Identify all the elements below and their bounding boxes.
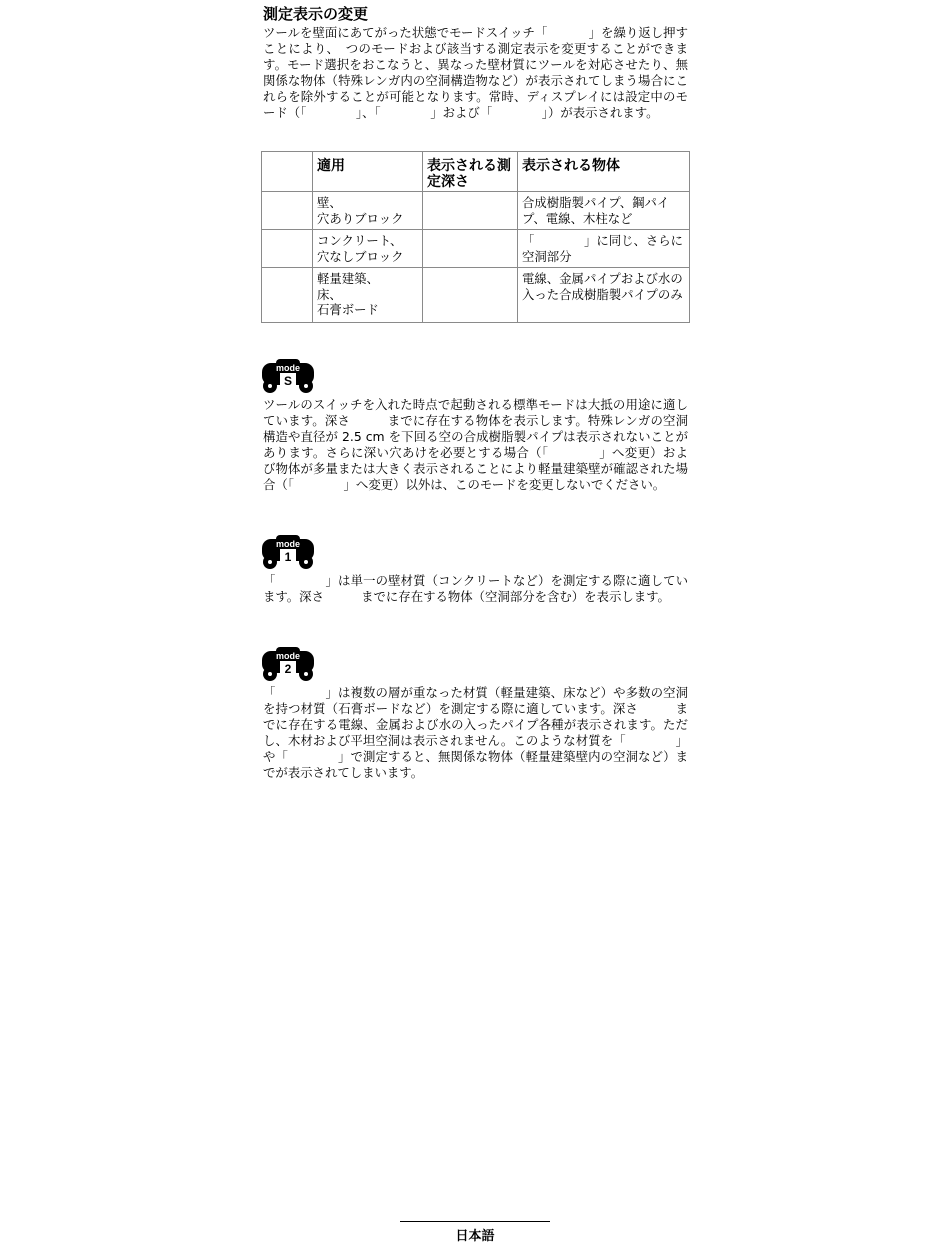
mode-s-icon: [262, 359, 314, 394]
table-row: [262, 268, 690, 323]
table-header-depth: 表示される測定深さ: [423, 152, 518, 192]
table-header-application: 適用: [313, 152, 423, 192]
badge-word: mode: [275, 539, 301, 549]
intro-paragraph: ツールを壁面にあてがった状態でモードスイッチ「 」を繰り返し押すことにより、 つのモードおよび該当する測定表示を変更することができます。モード選択をおこなうと、異なった壁材質にツールを対応させたり、無関係な物体（特殊レンガ内の空洞構造物など）が表示されてしまう場合にこれらを除外することが可能となります。常時、ディスプレイには設定中のモード（「 」、「 」および「 」）が表示されます。: [263, 25, 688, 120]
table-header-row: [262, 152, 690, 192]
badge-symbol: 2: [284, 662, 292, 676]
table-header-objects: 表示される物体: [518, 152, 690, 192]
badge-word: mode: [275, 363, 301, 373]
mode-s-paragraph: ツールのスイッチを入れた時点で起動される標準モードは大抵の用途に適しています。深さ までに存在する物体を表示します。特殊レンガの空洞構造や直径が 2.5 cm を下回る空の合成樹脂製パイプは表示されないことがあります。さらに深い穴あけを必要とする場合（「 」へ変更）および物体が多量または大きく表示されることにより軽量建築壁が確認された場合（「 」へ変更）以外は、このモードを変更しないでください。: [263, 397, 688, 492]
table-cell-application: 壁、 穴ありブロック: [313, 192, 423, 230]
table-cell-depth: [423, 230, 518, 268]
table-cell-objects: 電線、金属パイプおよび水の入った合成樹脂製パイプのみ: [518, 268, 690, 323]
page-title: 測定表示の変更: [263, 5, 369, 23]
table-header-mode: [262, 152, 313, 192]
table-cell-mode: [262, 230, 313, 268]
table-cell-mode: [262, 268, 313, 323]
table-row: [262, 230, 690, 268]
mode-table: [261, 151, 690, 323]
table-cell-objects: 合成樹脂製パイプ、鋼パイプ、電線、木柱など: [518, 192, 690, 230]
table-row: [262, 192, 690, 230]
badge-symbol: 1: [284, 550, 292, 564]
table-cell-application: 軽量建築、 床、 石膏ボード: [313, 268, 423, 323]
table-cell-application: コンクリート、 穴なしブロック: [313, 230, 423, 268]
table-cell-depth: [423, 268, 518, 323]
badge-word: mode: [275, 651, 301, 661]
table-cell-objects: 「 」に同じ、さらに空洞部分: [518, 230, 690, 268]
mode-1-paragraph: 「 」は単一の壁材質（コンクリートなど）を測定する際に適しています。深さ までに存在する物体（空洞部分を含む）を表示します。: [263, 573, 688, 604]
table-cell-depth: [423, 192, 518, 230]
badge-symbol: S: [283, 374, 293, 388]
mode-2-icon: [262, 647, 314, 682]
footer-divider: [400, 1221, 550, 1222]
mode-2-paragraph: 「 」は複数の層が重なった材質（軽量建築、床など）や多数の空洞を持つ材質（石膏ボードなど）を測定する際に適しています。深さ までに存在する電線、金属および水の入ったパイプ各種が表示されます。ただし、木材および平坦空洞は表示されません。このような材質を「 」や「 」で測定すると、無関係な物体（軽量建築壁内の空洞など）までが表示されてしまいます。: [263, 685, 688, 780]
table-cell-mode: [262, 192, 313, 230]
footer-language: 日本語: [455, 1229, 495, 1244]
mode-1-icon: [262, 535, 314, 570]
